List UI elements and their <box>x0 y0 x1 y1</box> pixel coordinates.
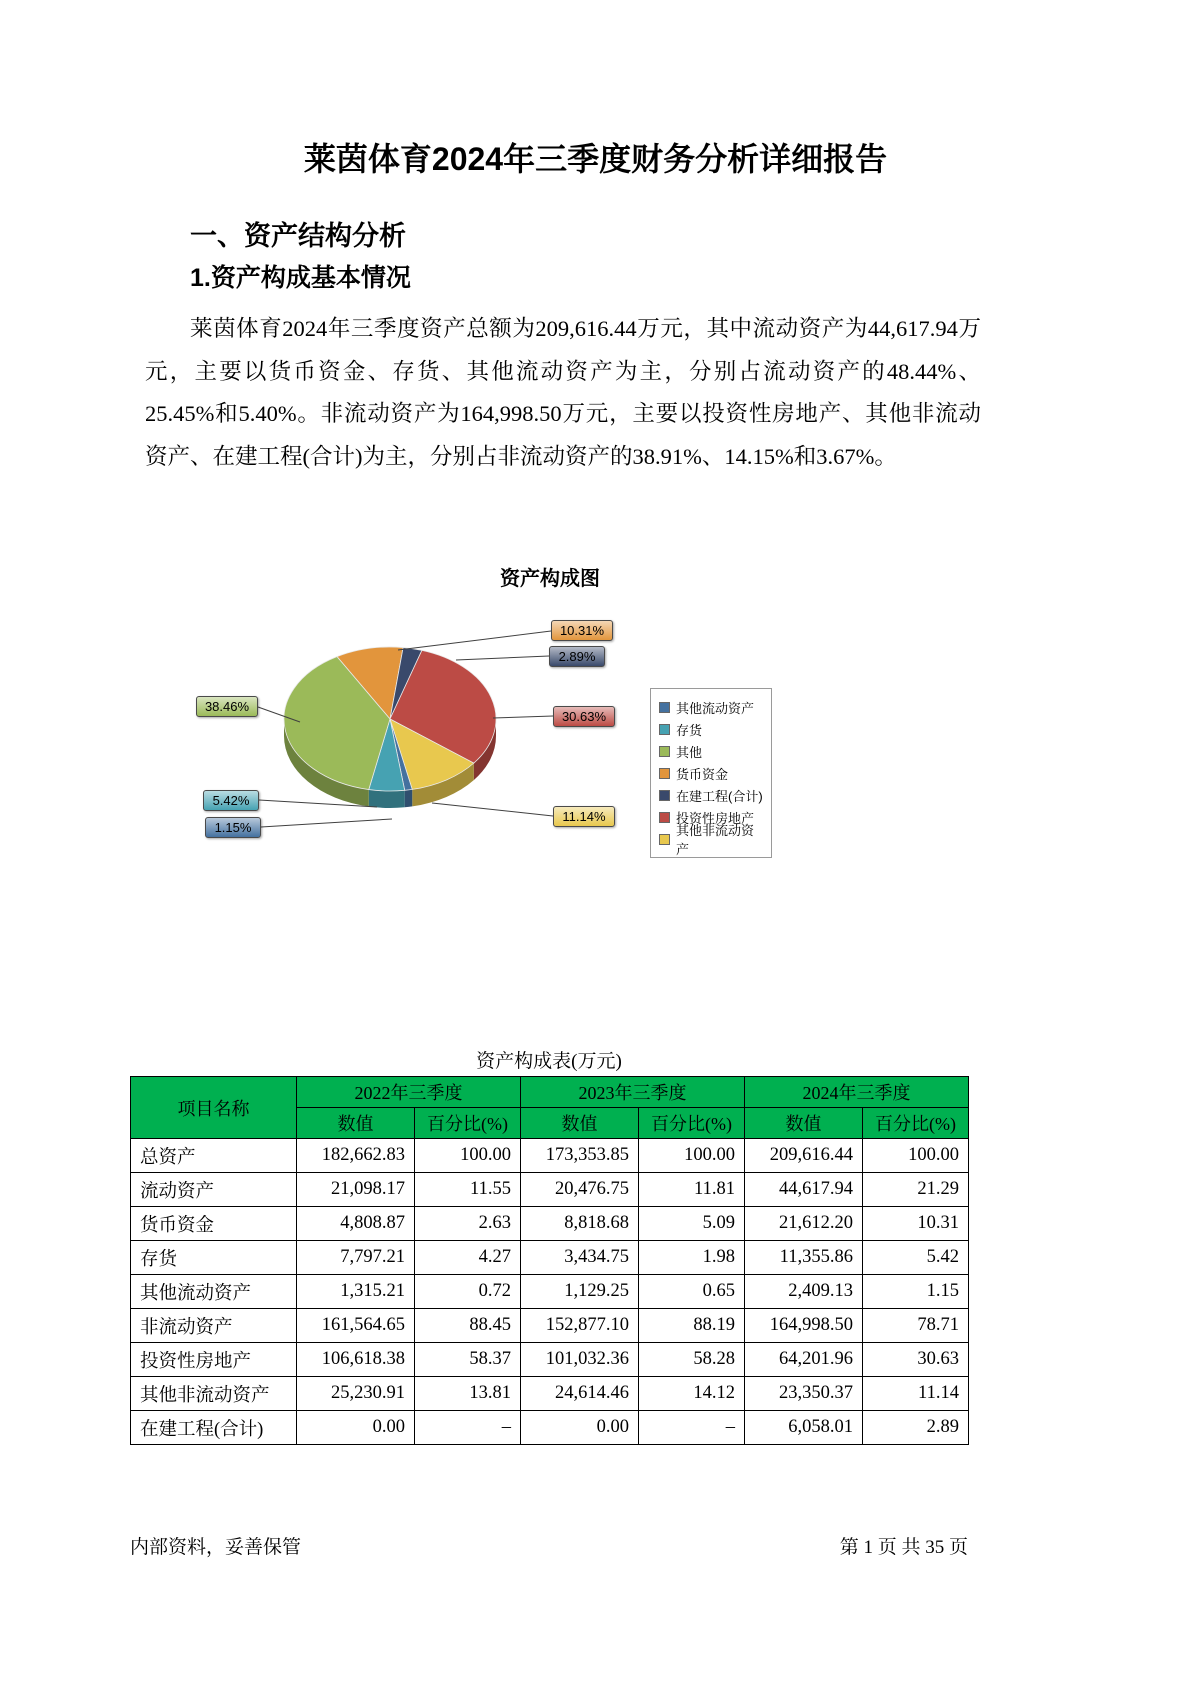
subheader-percent-2022: 百分比(%) <box>415 1108 521 1139</box>
asset-composition-table <box>130 1076 969 1445</box>
pie-callout-other: 38.46% <box>196 696 258 717</box>
row-label: 在建工程(合计) <box>131 1411 297 1445</box>
table-colgroup-2024: 2024年三季度 <box>745 1077 969 1108</box>
cell-percent: 4.27 <box>415 1241 521 1275</box>
cell-value: 106,618.38 <box>297 1343 415 1377</box>
chart-title: 资产构成图 <box>500 568 600 590</box>
cell-percent: 100.00 <box>415 1139 521 1173</box>
row-label: 流动资产 <box>131 1173 297 1207</box>
cell-percent: 100.00 <box>863 1139 969 1173</box>
cell-percent: 88.19 <box>639 1309 745 1343</box>
table-colgroup-2022: 2022年三季度 <box>297 1077 521 1108</box>
cell-percent: 1.15 <box>863 1275 969 1309</box>
pie-callout-investment-property: 30.63% <box>553 706 615 727</box>
cell-value: 182,662.83 <box>297 1139 415 1173</box>
cell-percent: 2.63 <box>415 1207 521 1241</box>
cell-value: 3,434.75 <box>521 1241 639 1275</box>
footer-page-number: 第 1 页 共 35 页 <box>839 1537 968 1558</box>
pie-callout-other-current: 1.15% <box>205 817 261 838</box>
page-footer <box>130 1532 968 1559</box>
table-row <box>131 1309 969 1343</box>
cell-value: 4,808.87 <box>297 1207 415 1241</box>
cell-value: 21,612.20 <box>745 1207 863 1241</box>
legend-label: 其他流动资产 <box>676 700 755 716</box>
table-row <box>131 1275 969 1309</box>
subheader-percent-2024: 百分比(%) <box>863 1108 969 1139</box>
legend-item <box>659 718 763 740</box>
cell-value: 101,032.36 <box>521 1343 639 1377</box>
section-heading: 一、资产结构分析 <box>190 221 406 251</box>
legend-label: 投资性房地产 <box>676 810 755 826</box>
pie-callout-construction: 2.89% <box>549 646 605 667</box>
row-label: 投资性房地产 <box>131 1343 297 1377</box>
cell-value: 25,230.91 <box>297 1377 415 1411</box>
legend-swatch-icon <box>659 724 670 735</box>
legend-item <box>659 696 763 718</box>
cell-value: 21,098.17 <box>297 1173 415 1207</box>
cell-value: 161,564.65 <box>297 1309 415 1343</box>
cell-percent: 5.09 <box>639 1207 745 1241</box>
cell-value: 209,616.44 <box>745 1139 863 1173</box>
subheader-value-2023: 数值 <box>521 1108 639 1139</box>
table-colgroup-2023: 2023年三季度 <box>521 1077 745 1108</box>
subsection-heading: 1.资产构成基本情况 <box>190 264 411 292</box>
cell-percent: 5.42 <box>863 1241 969 1275</box>
table-title: 资产构成表(万元) <box>476 1051 622 1072</box>
legend-label: 货币资金 <box>676 766 729 782</box>
row-label: 总资产 <box>131 1139 297 1173</box>
cell-percent: 21.29 <box>863 1173 969 1207</box>
cell-percent: 58.37 <box>415 1343 521 1377</box>
cell-percent: 13.81 <box>415 1377 521 1411</box>
legend-swatch-icon <box>659 746 670 757</box>
cell-percent: 11.14 <box>863 1377 969 1411</box>
legend-item <box>659 740 763 762</box>
row-label: 存货 <box>131 1241 297 1275</box>
cell-percent: 10.31 <box>863 1207 969 1241</box>
cell-value: 152,877.10 <box>521 1309 639 1343</box>
cell-value: 7,797.21 <box>297 1241 415 1275</box>
footer-confidential-note: 内部资料，妥善保管 <box>130 1537 302 1558</box>
cell-value: 24,614.46 <box>521 1377 639 1411</box>
cell-value: 1,129.25 <box>521 1275 639 1309</box>
legend-item <box>659 823 763 857</box>
cell-percent: 0.65 <box>639 1275 745 1309</box>
cell-value: 0.00 <box>297 1411 415 1445</box>
cell-value: 6,058.01 <box>745 1411 863 1445</box>
cell-value: 173,353.85 <box>521 1139 639 1173</box>
cell-value: 2,409.13 <box>745 1275 863 1309</box>
legend-swatch-icon <box>659 812 670 823</box>
subheader-percent-2023: 百分比(%) <box>639 1108 745 1139</box>
cell-percent: 14.12 <box>639 1377 745 1411</box>
table-row <box>131 1241 969 1275</box>
pie-callout-cash: 10.31% <box>551 620 613 641</box>
pie-callout-inventory: 5.42% <box>203 790 259 811</box>
cell-value: 44,617.94 <box>745 1173 863 1207</box>
asset-composition-chart <box>130 562 970 884</box>
cell-value: 11,355.86 <box>745 1241 863 1275</box>
row-label: 非流动资产 <box>131 1309 297 1343</box>
subheader-value-2024: 数值 <box>745 1108 863 1139</box>
legend-label: 其他 <box>676 744 703 760</box>
report-title: 莱茵体育2024年三季度财务分析详细报告 <box>303 141 888 177</box>
summary-paragraph: 莱茵体育2024年三季度资产总额为209,616.44万元，其中流动资产为44,617.94万元，主要以货币资金、存货、其他流动资产为主，分别占流动资产的48.44%、25.45%和5.40%。非流动资产为164,998.50万元，主要以投资性房地产、其他非流动资产、在建工程(合计)为主，分别占非流动资产的38.91%、14.15%和3.67%。 <box>145 316 981 469</box>
pie-chart <box>130 600 970 884</box>
subheader-value-2022: 数值 <box>297 1108 415 1139</box>
cell-percent: 58.28 <box>639 1343 745 1377</box>
cell-percent: 11.55 <box>415 1173 521 1207</box>
cell-percent: – <box>639 1411 745 1445</box>
legend-swatch-icon <box>659 702 670 713</box>
legend-item <box>659 762 763 784</box>
table-row <box>131 1377 969 1411</box>
row-label: 其他流动资产 <box>131 1275 297 1309</box>
legend-label: 存货 <box>676 722 703 738</box>
pie-chart-canvas <box>130 600 970 884</box>
cell-value: 20,476.75 <box>521 1173 639 1207</box>
cell-percent: 100.00 <box>639 1139 745 1173</box>
row-label: 其他非流动资产 <box>131 1377 297 1411</box>
legend-item <box>659 784 763 806</box>
chart-legend <box>650 688 772 858</box>
table-corner-header: 项目名称 <box>131 1077 297 1139</box>
cell-value: 23,350.37 <box>745 1377 863 1411</box>
pie-callout-other-noncurrent: 11.14% <box>553 806 615 827</box>
cell-value: 1,315.21 <box>297 1275 415 1309</box>
cell-value: 8,818.68 <box>521 1207 639 1241</box>
row-label: 货币资金 <box>131 1207 297 1241</box>
legend-label: 在建工程(合计) <box>676 788 763 804</box>
cell-value: 0.00 <box>521 1411 639 1445</box>
cell-value: 164,998.50 <box>745 1309 863 1343</box>
legend-label: 其他非流动资产 <box>676 823 755 857</box>
cell-percent: 2.89 <box>863 1411 969 1445</box>
table-row <box>131 1173 969 1207</box>
table-row <box>131 1411 969 1445</box>
legend-swatch-icon <box>659 834 670 845</box>
cell-percent: 1.98 <box>639 1241 745 1275</box>
cell-percent: 88.45 <box>415 1309 521 1343</box>
cell-percent: 11.81 <box>639 1173 745 1207</box>
cell-value: 64,201.96 <box>745 1343 863 1377</box>
legend-swatch-icon <box>659 790 670 801</box>
table-row <box>131 1207 969 1241</box>
table-row <box>131 1139 969 1173</box>
cell-percent: 78.71 <box>863 1309 969 1343</box>
cell-percent: 30.63 <box>863 1343 969 1377</box>
cell-percent: – <box>415 1411 521 1445</box>
legend-swatch-icon <box>659 768 670 779</box>
table-row <box>131 1343 969 1377</box>
cell-percent: 0.72 <box>415 1275 521 1309</box>
